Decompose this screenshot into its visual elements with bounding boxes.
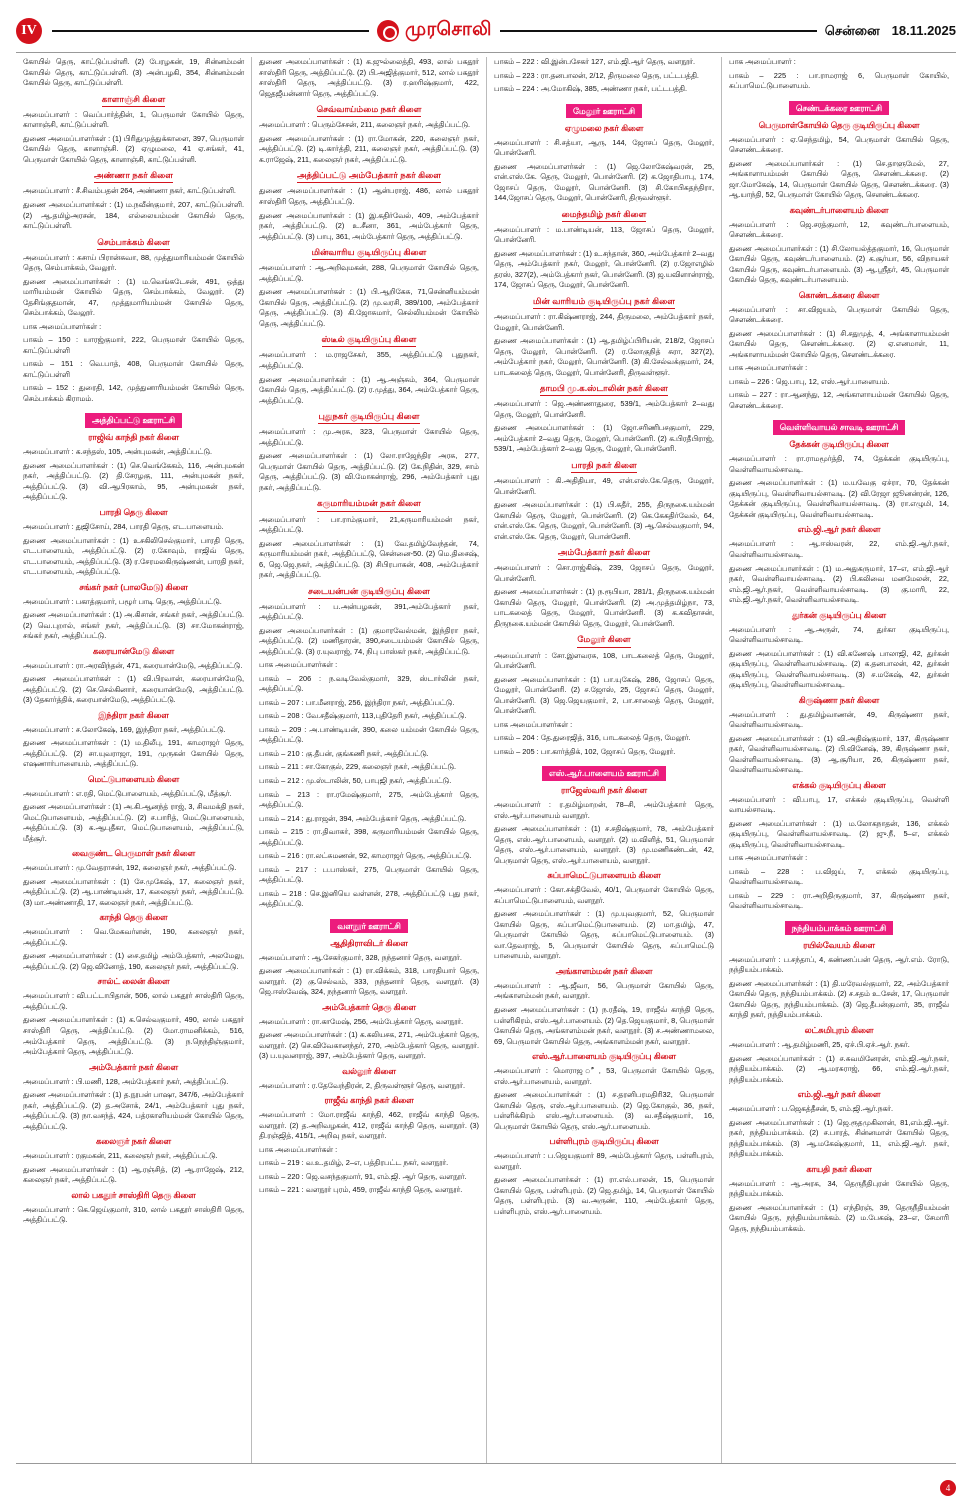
branch-heading [259, 170, 479, 183]
branch-heading [494, 634, 714, 647]
panchayat-heading [729, 417, 949, 435]
body-paragraph: அமைப்பாளர் : வி.பாபு, 17, எக்கல் குடியிருப்பு, வெள்ளி வாயல்சாவடி. [729, 794, 949, 815]
body-paragraph: அமைப்பாளர் : கெ.ஜெய்குமார், 310, லால் பகதூர் சாஸ்திரி தெரு, அத்திப்பட்டு. [23, 1204, 244, 1225]
body-paragraph: துணை அமைப்பாளர்கள் : (1) பி.ஆறிகேசு, 71,சென்னியம்மன் கோயில் தெரு, அத்திப்பட்டு. (2) மு.வரசி, 389/100, அம்பேத்கார் தெரு, அத்திப்பட்டு. (3) கி.ஜோசுமார், செல்லியம்மன் கோயில் தெரு, அத்திப்பட்டு. [259, 287, 479, 328]
body-paragraph: துணை அமைப்பாளர்கள் : (1) மு.யுவகுமார், 52, பெருமாள் கோயில் தெரு, சுப்பாமெட்டுபாளையம். (2) மா.தமிழ், 47, பெருமாள் கோயில் தெரு, சுப்பாமெட்டுபாளையம். (3) வா.தேவராஜ், 5, பெருமாள் கோயில் தெரு, சுப்பாமெட்டு பாளையம், வளநூர். [494, 909, 714, 961]
body-paragraph: அமைப்பாளர் : துஜிசோய், 284, பாரதி தெரு, எட.பாளையம். [23, 521, 224, 531]
panchayat-heading [494, 763, 714, 781]
sub-branch-heading: துர்கன் குடியிருப்பு கிளை [791, 609, 887, 620]
panchayat-heading [259, 916, 479, 934]
body-paragraph: அமைப்பாளர் : ரா.கிஷ்ணராஜ், 244, திருமலை, அம்பேத்கார் நகர், மேலூர், பொன்னேரி. [494, 312, 714, 332]
body-paragraph: துணை அமைப்பாளர்கள் : (1) உசகிலிசெல்குமார், பாரதி தெரு, எட.பாளையம், அத்திப்பட்டு. (2) ர.கோவும், ராஜிவ் தெரு, எட.பாளையம், அத்திப்பட்டு. (3) ர.சேரமலகிருஷ்ணன், பாரதி நகர், எட.பாளையம், அத்திப்பட்டு. [23, 535, 244, 577]
body-paragraph: துணை அமைப்பாளர்கள் : (1) ச.தரனிபரமதிரி32, பெருமாள் கோயில் தெரு, எஸ்.ஆர்.பாளையம். (2) ஜெ.கோகுல், 36, நகர், பள்ளிக்கிரம் எஸ்.ஆர்.பாளையம். (3) வ.சதீஷ்குமார், 16, பெருமாள் கோயில் தெரு, எஸ்.ஆர்.பாளையம். [494, 1090, 714, 1131]
body-paragraph: துணை அமைப்பாளர்கள் : (1) சே.முகேஷ், 17, கலைஞர் நகர், அத்திப்பட்டு. (2) ஆ.பாண்டியன், 17, கலைஞர் நகர், அத்திப்பட்டு. (3) மா.அண்ணாதி, 17, கலைஞர் நகர், அத்திப்பட்டு. [23, 876, 244, 907]
branch-heading-text: புதுநகர் குடியிருப்பு கிளை [318, 411, 419, 424]
body-paragraph: துணை அமைப்பாளர்கள் : (1) குமாரவேல்மன், இந்திரா நகர், அத்திப்பட்டு. (2) மணிதாரன், 390,சடையம்மன் கோயில் தெரு, அத்திப்பட்டு. (3) ர.யுவராஜ், 74, நிபு பாஸ்கர் நகர், அத்திப்பட்டு. [259, 625, 479, 656]
branch-heading-text: மின் வாரியம் குடியிருப்பு நகர் கிளை [533, 296, 675, 309]
sub-branch-heading: எக்கல் குடியிருப்பு கிளை [792, 779, 886, 790]
body-paragraph: அமைப்பாளர் : மோ.ராஜீவ் காந்தி, 462, ராஜீவ் காந்தி தெரு, வளநூர். (2) த.அறிவழகன், 412, ராஜீவ் காந்தி தெரு, வளநூர். (3) தி.ரஞ்ஜித், 415/1, அறிவு நகர், வளநூர். [259, 1110, 479, 1141]
branch-heading-text: கருமாரியம்மன் நகர் கிளை [317, 498, 421, 511]
body-paragraph: பாகம் – 225 : பா.ராமராஜ் 6, பெருமாள் கோயில், சுப்பாமெட்டுபாளையம். [729, 70, 949, 91]
body-paragraph: அமைப்பாளர் : ஆ.அருள், 74, துர்கா குடியிருப்பு, வெள்ளிவாயல்சாவடி. [729, 624, 949, 645]
branch-heading [259, 586, 479, 599]
sub-branch-heading: வல்லூர் கிளை [342, 1065, 396, 1076]
sub-branch-heading: எஸ்.ஆர்.பாளையம் குடியிருப்பு கிளை [532, 1051, 676, 1062]
body-paragraph: அமைப்பாளர் : ரகுமகன், 211, கலைஞர் நகர், அத்திப்பட்டு. [23, 1151, 218, 1161]
body-paragraph: அமைப்பாளர் : ப.அன்பழகன், 391,அம்பேத்கார் நகர், அத்திப்பட்டு. [259, 601, 479, 622]
body-paragraph: அமைப்பாளர் : பா.ராம்குமார், 21,கருமாரியம்மன் நகர், அத்திப்பட்டு. [259, 514, 479, 535]
branch-heading-text: சடையன்பன் குடியிருப்பு கிளை [308, 586, 430, 599]
panchayat-heading [23, 410, 244, 428]
sub-branch-heading: எம்.ஜி.ஆர் நகர் கிளை [797, 524, 881, 535]
body-paragraph: பாகம் – 218 : செ.இனியெ வள்ளன், 278, அத்திப்பட்டு புது நகர், அத்திப்பட்டு. [259, 888, 479, 909]
body-paragraph: துணை அமைப்பாளர்கள் : (1) ஆன்பராஜ், 486, லால் பகதூர் சாஸ்திரி தெரு, அத்திப்பட்டு. [259, 186, 479, 206]
sub-branch-heading: எம்.ஜி.ஆர் நகர் கிளை [797, 1089, 881, 1100]
panchayat-heading-text: வெள்ளிவாயல் சாவடி ஊராட்சி [773, 420, 906, 435]
body-paragraph: துணை அமைப்பாளர்கள் : (1) பா.யுகேஷ், 286, ஜோசப் தெரு, மேலூர், பொன்னேரி. (2) ச.ஜோஸ், 25, ஜோசப் தெரு, மேலூர், பொன்னேரி. (3) ஜெ.ஜெயகுமார், 2, பா.சாலைத் தெரு, மேலூர், பொன்னேரி. [494, 674, 714, 716]
branch-heading-text: ஸ்டீல் குடியிருப்பு கிளை [322, 334, 417, 347]
body-paragraph: துணை அமைப்பாளர்கள் : (1) ரா.எல்.பாலன், 15, பெருமாள் கோயில் தெரு, பள்ளிபுரம். (2) ஜெ.தமிழ், 14, பெருமாள் கோயில் தெரு, பள்ளிபுரம். (3) வ.அருண், 110, அம்பேத்கார் தெரு, பள்ளிபுரம், எஸ்.ஆர்.பாளையம். [494, 1175, 714, 1216]
body-paragraph: கோயில் தெரு, காட்டுப்பள்ளி. (2) பேரழகன், 19, சின்னம்மன் கோயில் தெரு, காட்டுப்பள்ளி. (3) அன்பழகி, 354, சின்னம்மன் கோயில் தெரு, காட்டுப்பள்ளி. [23, 57, 244, 88]
panchayat-heading-text: மேலூர் ஊராட்சி [566, 104, 642, 119]
body-paragraph: அமைப்பாளர் : து.தமிழ்வாணன், 49, கிருஷ்ணா நகர், வெள்ளிவாயல்சாவடி. [729, 709, 949, 730]
panchayat-heading [494, 101, 714, 119]
branch-heading [494, 383, 714, 396]
body-paragraph: அமைப்பாளர் : ஆ.ஜீவா, 56, பெருமாள் கோயில் தெரு, அங்காளம்மன் நகர், வளநூர். [494, 980, 714, 1001]
body-paragraph: பாகம் – 213 : ரா.ரமேஷ்குமார், 275, அம்பேத்கார் தெரு, அத்திப்பட்டு. [259, 789, 479, 810]
body-paragraph: அமைப்பாளர் : ஆ.ஈஸ்வரன், 22, எம்.ஜி.ஆர்.நகர், வெள்ளிவாயல்சாவடி. [729, 539, 949, 559]
body-paragraph: அமைப்பாளர் : ஆ.சேகர்குமார், 328, நந்தனார் தெரு, வளநூர். [259, 952, 462, 962]
body-paragraph: துணை அமைப்பாளர்கள் : (1) பிரிதுமுத்துக்காளை, 397, பெருமாள் கோயில் தெரு, காளாஞ்சி. (2) ஏழுமலை, 41 ஏ.சங்கர், 41, பெருமாள் கோயில் தெரு, காளாஞ்சி, காட்டுப்பள்ளி. [23, 133, 244, 164]
body-paragraph: பாக அமைப்பாளர்கள் : [259, 1144, 338, 1154]
body-paragraph: பாக அமைப்பாளர்கள் : [23, 321, 102, 331]
branch-heading-text: காளாஞ்சி கிளை [102, 94, 166, 107]
sub-branch-heading: ஏழுமலை நகர் கிளை [564, 122, 644, 133]
body-paragraph: அமைப்பாளர் : சொ.ராஜ்கிஷ், 239, ஜோசப் தெரு, மேலூர், பொன்னேரி. [494, 563, 714, 583]
sun-logo-icon [377, 20, 399, 42]
sub-branch-heading: ராஜிவ் காந்தி நகர் கிளை [88, 432, 179, 443]
branch-heading [259, 247, 479, 260]
column-2 [251, 57, 486, 1463]
body-paragraph: பாகம் – 212 : மு.ஸ்டாலின், 50, பாபுஜி நகர், அத்திப்பட்டு. [259, 775, 452, 785]
body-paragraph: அமைப்பாளர் : ம.பாண்டியன், 113, ஜோசப் தெரு, மேலூர், பொன்னேரி. [494, 224, 714, 245]
edition-date: 18.11.2025 [891, 22, 956, 38]
body-paragraph: பாகம் – 211 : சா.கோகுல், 229, கலைஞர் நகர், அத்திப்பட்டு. [259, 762, 457, 772]
body-paragraph: அமைப்பாளர் : கி.அதிதியா, 49, என்.எஸ்.கே.தெரு, மேலூர், பொன்னேரி. [494, 476, 714, 496]
body-paragraph: பாகம் – 223 : ரா.தனபாலன், 2/12, திருமலை தெரு, பட்டபத்தி. [494, 70, 699, 80]
body-paragraph: துணை அமைப்பாளர்கள் : (1) செ.வெங்கேகம், 116, அன்புமகன் நகர், அத்திப்பட்டு. (2) தி.சேரழகு, 111, அன்புமகன் நகர், அத்திப்பட்டு. (3) வி.ஆபிரகாம், 95, அன்புமகன் நகர், அத்திப்பட்டு. [23, 460, 244, 502]
sub-branch-heading: பள்ளிபுரம் குடியிருப்பு கிளை [549, 1136, 659, 1147]
sub-branch-heading: மெட்டுபாளையம் கிளை [87, 773, 180, 784]
body-paragraph: துணை அமைப்பாளர்கள் : (1) ஆ.அஞ்சும், 364, பெருமாள் கோயில் தெரு, அத்திப்பட்டு. (2) ர.முத்து, 364, அம்பேத்கார் தெரு, அத்திப்பட்டு. [259, 374, 479, 405]
body-paragraph: துணை அமைப்பாளர்கள் : (1) இ.கதிர்வேல், 409, அம்பேத்கார் நகர், அத்திப்பட்டு. (2) உ.சீனா, 361, அம்பேத்கார் தெரு, அத்திப்பட்டு. (3) பாபு, 361, அம்பேத்கார் தெரு, அத்திப்பட்டு. [259, 210, 479, 241]
body-paragraph: பாக அமைப்பாளர்கள் : [729, 853, 808, 863]
masthead-rule-left [52, 30, 369, 32]
sub-branch-heading: லால் பகதூர் சாஸ்திரி தெரு கிளை [71, 1189, 196, 1200]
sub-branch-heading: பெருமாள்கோயில் தெரு குடியிருப்பு கிளை [758, 119, 920, 130]
publication-logo [377, 19, 492, 43]
body-paragraph: துணை அமைப்பாளர்கள் : (1) எந்திரஞ், 39, தெருநீதியம்மன் கோயில் தெரு, நந்தியம்பாக்கம். (2) ம.பேகஷ், 23–எ, சேமாரி தெரு, நந்தியம்பாக்கம். [729, 1202, 949, 1233]
branch-heading [494, 296, 714, 309]
panchayat-heading-text: நந்தியம்பாக்கம் ஊராட்சி [785, 921, 893, 936]
branch-heading [494, 209, 714, 222]
panchayat-heading-text: எஸ்.ஆர்.பாளையம் ஊராட்சி [542, 766, 666, 781]
body-paragraph: அமைப்பாளர் : ர.தேவேந்திரன், 2, திருவள்ளூர் தெரு, வளநூர். [259, 1080, 466, 1090]
panchayat-heading-text: வளநூர் ஊராட்சி [330, 919, 408, 934]
sub-branch-heading: அம்பேத்கார் நகர் கிளை [88, 1061, 179, 1072]
sub-branch-heading: இந்திரா நகர் கிளை [98, 709, 169, 720]
sub-branch-heading: கரையான்மேடு கிளை [92, 645, 175, 656]
body-paragraph: துணை அமைப்பாளர்கள் : (1) ம.அதுகருமார், 17–எ, எம்.ஜி.ஆர் நகர், வெள்ளிவாயல்சாவடி. (2) பி.கலிவை மனமேலன், 22, எம்.ஜி.ஆர்.நகர், வெள்ளிவாயல்சாவடி. (3) கு.மாரி, 22, எம்.ஜி.ஆர்.நகர், வெள்ளிவாயல்சாவடி. [729, 563, 949, 605]
body-paragraph: துணை அமைப்பாளர்கள் : (1) அ.கிசான், சங்கர் நகர், அத்திப்பட்டு. (2) வெ.புறால், சங்கர் நகர், அத்திப்பட்டு. (3) சா.மோகன்ராஜ், சங்கர் நகர், அத்திப்பட்டு. [23, 610, 244, 641]
body-paragraph: துணை அமைப்பாளர்கள் : (1) ச.சதிஷ்குமார், 78, அம்பேத்கார் தெரு, எஸ்.ஆர்.பாளையம், வளநூர். (2) ம.விளித், 51, பெருமாள் தெரு, எஸ்.ஆர்.பாளையம், வளநூர். (3) மு.மணிகண்டன், 42, பெருமாள் தெரு, எஸ்.ஆர்.பாளையம், வளநூர். [494, 824, 714, 865]
branch-heading-text: அண்ணா நகர் கிளை [94, 170, 173, 183]
body-paragraph: அமைப்பாளர் : பகாத்குமார், பழூர் பாடி தெரு, அத்திப்பட்டு. [23, 596, 222, 606]
branch-heading [23, 237, 244, 250]
body-paragraph: துணை அமைப்பாளர்கள் : (1) வி.கணேஷ் பாலாஜி, 42, துர்கன் குடியிருப்பு, வெள்ளிவாயல்சாவடி. (2) க.தனபாலன், 42, துர்கன் குடியிருப்பு, வெள்ளிவாயல்சாவடி. (3) ச.மகேஷ், 42, துர்கன் குடியிருப்பு, வெள்ளிவாயல்சாவடி. [729, 648, 949, 690]
sub-branch-heading: ரயில்வேயம் கிளை [803, 939, 875, 950]
branch-heading [259, 104, 479, 117]
body-paragraph: பாகம் – 209 : அ.பாண்டியன், 390, கலை யம்மன் கோயில் தெரு, அத்திப்பட்டு. [259, 724, 479, 745]
body-paragraph: அமைப்பாளர் : பி.மணி, 128, அம்பேத்கார் நகர், அத்திப்பட்டு. [23, 1076, 229, 1086]
sub-branch-heading: ஆதிதிராவிடர் கிளை [330, 937, 408, 948]
sub-branch-heading: பாரதி தெரு கிளை [99, 506, 168, 517]
sub-branch-heading: சுப்பாமெட்டுபாளையம் கிளை [547, 870, 661, 881]
body-paragraph: துணை அமைப்பாளர்கள் : (1) வி.அதிஷ்குமார், 137, கிருஷ்ணா நகர், வெள்ளிவாயல்சாவடி. (2) பி.வினேஷ், 39, கிருஷ்ணா நகர், வெள்ளிவாயல்சாவடி. (3) ஆ.சூரியா, 26, கிருஷ்ணா நகர், வெள்ளிவாயல்சாவடி. [729, 733, 949, 775]
body-paragraph: பாகம் – 215 : ரா.திவாகர், 398, கருமாரியம்மன் கோயில் தெரு, அத்திப்பட்டு. [259, 827, 479, 847]
branch-heading-text: தாமபி மு.க.ஸ்டாலின் நகர் கிளை [540, 383, 668, 396]
body-paragraph: துணை அமைப்பாளர்கள் : (1) சை.தமிழ் அம்பேத்கார், அலமேலு, அத்திப்பட்டு. (2) ஜெ.வினோத், 190, கலைஞர் நகர், அத்திப்பட்டு. [23, 951, 244, 971]
body-paragraph: அமைப்பாளர் : ரா.அரவிந்தன், 471, கரையான்மேடு, அத்திப்பட்டு. [23, 660, 243, 670]
column-3 [486, 57, 721, 1463]
body-paragraph: பாகம் – 214 : து.ராஜன், 394, அம்பேத்கார் தெரு, அத்திப்பட்டு. [259, 813, 467, 823]
body-paragraph: துணை அமைப்பாளர்கள் : (1) ஆ.தமிழ்ப்பிரியன், 218/2, ஜோசப் தெரு, மேலூர், பொன்னேரி. (2) ர.லோகுநித் சுரா, 327(2), அம்பேத்கார் நகர், மேலூர், பொன்னேரி. (3) கி.சேல்வக்குமார், 24, பாடகலைத் தெரு, மேலூர், பொன்னேரி, திருவள்ளூர். [494, 336, 714, 377]
body-paragraph: துணை அமைப்பாளர்கள் : (1) ம.நவீன்குமார், 207, காட்டுப்பள்ளி. (2) ஆ.தமிழ்அரசன், 184, எல்லையம்மன் கோயில் தெரு, காட்டுப்பள்ளி. [23, 199, 244, 231]
column-4 [721, 57, 956, 1463]
panchayat-heading-text: செண்டக்கரை ஊராட்சி [789, 101, 889, 116]
sub-branch-heading: வைகுண்ட பெருமாள் நகர் கிளை [71, 848, 196, 859]
body-paragraph: அமைப்பாளர் : ப.ஜெகத்தீசன், 5, எம்.ஜி.ஆர்.நகர். [729, 1104, 894, 1114]
body-paragraph: பாக அமைப்பாளர்கள் : [729, 363, 808, 373]
body-paragraph: அமைப்பாளர் : ம.ராஜசேகர், 355, அத்திப்பட்டு புதுநகர், அத்திப்பட்டு. [259, 350, 479, 370]
body-paragraph: பாகம் – 216 : ரா.லட்சுமணன், 92, காமராஜர் தெரு, அத்திப்பட்டு. [259, 851, 472, 861]
body-paragraph: பாகம் – 205 : பா.கார்த்திக், 102, ஜோசப் தெரு, மேலூர். [494, 746, 676, 756]
body-paragraph: பாக அமைப்பாளர்கள் : [259, 660, 338, 670]
body-paragraph: துணை அமைப்பாளர்கள் : (1) பி.சுதீர், 255, திருநகை.யம்மன் கோயில் தெரு, மேலூர், பொன்னேரி. (2) கெ.கேகதிர்வேல், 64, என்.எஸ்.கே. தெரு, மேலூர், பொன்னேரி. (3) ஆ.செல்வகுமார், 94, என்.எஸ்.கே. தெரு, மேலூர், பொன்னேரி. [494, 500, 714, 541]
branch-heading [259, 334, 479, 347]
body-paragraph: அமைப்பாளர் : ஆ.அரசு, 34, தெருநீதிபுரன் கோயில் தெரு, நந்தியம்பாக்கம். [729, 1178, 949, 1199]
body-paragraph: துணை அமைப்பாளர்கள் : (1) வே.தமிழ்வேந்தன், 74, கருமாரியம்மன் நகர், அத்திப்பட்டு, சென்னை-50. (2) மெ.திசைஷ், 6, ஜெ.ஜெ.நகர், அத்திப்பட்டு. (3) சிபிரபாகன், 408, அம்பேத்கார் நகர், அத்திப்பட்டு. [259, 538, 479, 580]
body-paragraph: பாகம் – 206 : ந.வடிவேல்குமார், 329, ஸ்டார்லின் நகர், அத்திப்பட்டு. [259, 673, 479, 694]
body-paragraph: துணை அமைப்பாளர்கள் : (1) த.நூபன் பாஷா, 347/6, அம்பேத்கார் நகர், அத்திப்பட்டு. (2) த.அசோக், 24/1, அம்பேத்கார் புது நகர், அத்திப்பட்டு. (3) நா.வசந்த், 424, பத்ரகாளியம்மன் கோயில் தெரு, அத்திப்பட்டு. [23, 1090, 244, 1131]
branch-heading [23, 94, 244, 107]
column-grid [16, 52, 956, 1464]
sub-branch-heading: அம்பேத்கார் தெரு கிளை [322, 1001, 416, 1012]
body-paragraph: பாகம் – 204 : தே.துரைஜித், 316, பாடகலைத் தெரு, மேலூர். [494, 733, 691, 743]
body-paragraph: அமைப்பாளர் : சா.விஜயம், பெருமாள் கோயில் தெரு, சௌண்டக்கரை. [729, 304, 949, 325]
body-paragraph: பாகம் – 226 : ஜெ.பாபு, 12, எஸ்.ஆர்.பாளையம். [729, 376, 890, 386]
body-paragraph: பாகம் – 224 : அ.மோகிஷ், 385, அண்ணா நகர், பட்டபத்தி. [494, 84, 687, 94]
body-paragraph: அமைப்பாளர் : ரா.காமேஷ், 256, அம்பேத்கார் தெரு, வளநூர். [259, 1016, 464, 1026]
body-paragraph: பாகம் – 229 : ரா.அறிதிருகுமார், 37, கிருஷ்ணா நகர், வெள்ளிவாயல்சாவடி. [729, 890, 949, 911]
body-paragraph: பாகம் – 152 : துரைதி, 142, முத்துனாரியம்மன் கோயில் தெரு, செம்பாக்கம் கிராமம். [23, 383, 244, 403]
body-paragraph: பாகம் – 228 : ப.விஜய், 7, எக்கல் குடியிருப்பு, வெள்ளிவாயல்சாவடி. [729, 866, 949, 887]
body-paragraph: பாகம் – 150 : யாரஜ்குமார், 222, பெருமாள் கோயில் தெரு, காட்டுப்பள்ளி [23, 335, 244, 355]
page-number-badge: 4 [940, 1480, 956, 1496]
body-paragraph: அமைப்பாளர் : ச.லோகேஷ், 169, இந்திரா நகர், அத்திப்பட்டு. [23, 724, 226, 734]
sub-branch-heading: அங்காளம்மன் நகர் கிளை [555, 965, 653, 976]
panchayat-heading [729, 98, 949, 116]
body-paragraph: அமைப்பாளர் : கோ.சக்திவேல், 40/1, பெருமாள் கோயில் தெரு, சுப்பாமெட்டுபாளையம், வளநூர். [494, 885, 714, 905]
body-paragraph: பாகம் – 207 : பா.மீனராஜ், 256, இந்திரா நகர், அத்திப்பட்டு. [259, 697, 455, 707]
body-paragraph: பாகம் – 220 : ஜெ.வசந்தகுமார், 91, எம்.ஜி. ஆர் தெரு, வளநூர். [259, 1171, 467, 1181]
body-paragraph: துணை அமைப்பாளர்கள் : (1) உ.சந்தான், 360, அம்பேத்கார் 2–வது தெரு, அம்பேத்கார் நகர், மேலூர், பொன்னேரி. (2) ர.ஜோஎழில் தரஸ், 327(2), அம்பேத்கார் நகர், பொன்னேரி. (3) ஜ.யவிளான்ராஜ், 174, ஜோசப் தெரு, மேலூர், பொன்னேரி. [494, 248, 714, 290]
sub-branch-heading: ராஜேஸ்வரி நகர் கிளை [561, 785, 647, 796]
body-paragraph: துணை அமைப்பாளர்கள் : (1) ம.திலீபு, 191, காமராஜர் தெரு, அத்திப்பட்டு. (2) சா.யுவராஜா, 191, முருகன் கோயில் தெரு, எஷணார்பாளையம், அத்திப்பட்டு. [23, 738, 244, 769]
branch-heading [494, 460, 714, 473]
body-paragraph: அமைப்பாளர் : பெரும்சேசன், 211, கலைஞர் நகர், அத்திப்பட்டு. [259, 120, 471, 130]
body-paragraph: அமைப்பாளர் : மொராஜ ீ், 53, பெருமாள் கோயில் தெரு, எஸ்.ஆர்.பாளையம், வளநூர். [494, 1066, 714, 1086]
body-paragraph: துணை அமைப்பாளர்கள் : (1) ந.ரூபியா, 281/1, திருநகை.யம்மன் கோயில் தெரு, மேலூர், பொன்னேரி. (2) அ.முத்தமிழ்நா, 73, பாடகலைத் தெரு, மேலூர், பொன்னேரி. (3) க.கவிதாசன், திருநகை.யம்மன் கோயில் தெரு, மேலூர், பொன்னேரி. [494, 587, 714, 628]
sub-branch-heading: சங்கர் நகர் (பாலமேடு) கிளை [79, 581, 188, 592]
sub-branch-heading: கவுண்டர்பாளையம் கிளை [789, 204, 889, 215]
edition-city: சென்னை [824, 22, 880, 38]
sub-branch-heading: தேக்கன் குடியிருப்பு கிளை [789, 439, 889, 450]
body-paragraph: அமைப்பாளர் : மு.வேதராசன், 192, கலைஞர் நகர், அத்திப்பட்டு. [23, 863, 237, 873]
body-paragraph: பாகம் – 227 : ரா.ஆனந்து, 12, அங்காளாயம்மன் கோயில் தெரு, சௌண்டக்கரை. [729, 390, 949, 410]
body-paragraph: அமைப்பாளர் : சோ.இளவரசு, 108, பாடகலைத் தெரு, மேலூர், பொன்னேரி. [494, 650, 714, 671]
body-paragraph: பாகம் – 222 : வி.இன்பசேகர் 127, எம்.ஜி.ஆர் தெரு, வளநூர். [494, 57, 696, 66]
branch-heading [23, 170, 244, 183]
body-paragraph: துணை அமைப்பாளர்கள் : (1) க.கலியசக, 271, அம்பேத்கார் தெரு, வளநூர். (2) செ.விவேகானந்தர், 270, அம்பேத்கார் தெரு, வளநூர். (3) ப.யுவனராஜ், 397, அம்பேத்கார் தெரு, வளநூர். [259, 1030, 479, 1061]
body-paragraph: அமைப்பாளர் : மு.அரசு, 323, பெருமாள் கோயில் தெரு, அத்திப்பட்டு. [259, 427, 479, 447]
branch-heading-text: செவ்வாய்ம்மை நகர் கிளை [317, 104, 422, 117]
body-paragraph: அமைப்பாளர் : ஆ.அறிவுமகன், 288, பெருமாள் கோயில் தெரு, அத்திப்பட்டு. [259, 263, 479, 283]
body-paragraph: துணை அமைப்பாளர்கள் : (1) ச.சுவமினேரன், எம்.ஜி.ஆர்.நகர், நந்தியம்பாக்கம். (2) ஆ.மரசுராஜ், 66, எம்.ஜி.ஆர்.நகர், நந்தியம்பாக்கம். [729, 1053, 949, 1084]
body-paragraph: அமைப்பாளர் : வெ.மேகவர்ளன், 190, கலைஞர் நகர், அத்திப்பட்டு. [23, 927, 244, 947]
panchayat-heading-text: அத்திப்பட்டு ஊராட்சி [85, 413, 182, 428]
folio-badge: IV [16, 18, 42, 44]
body-paragraph: அமைப்பாளர் : சி.சத்யா, ஆரு, 144, ஜோசப் தெரு, மேலூர், பொன்னேரி. [494, 137, 714, 158]
panchayat-heading [729, 918, 949, 936]
body-paragraph: அமைப்பாளர் : ஏ.செந்தமிழ், 54, பெருமாள் கோயில் தெரு, சௌண்டக்கரை. [729, 134, 949, 155]
body-paragraph: பாகம் – 151 : வெ.பாத், 408, பெருமாள் கோயில் தெரு, காட்டுப்பள்ளி [23, 359, 244, 379]
body-paragraph: துணை அமைப்பாளர்கள் : (1) சி.சதுமுத், 4, அங்காளாயம்மன் கோயில் தெரு, சௌண்டக்கரை. (2) ஏ.எனமாள், 11, அங்காளாயம்மன் கோயில் தெரு, சௌண்டக்கரை. [729, 328, 949, 359]
publication-name: முரசொலி [405, 19, 492, 40]
body-paragraph: பாகம் – 210 : கு.தீபன், குங்கணி நகர், அத்திப்பட்டு. [259, 748, 429, 758]
body-paragraph: துணை அமைப்பாளர்கள் : (1) ஜெ.லோகேஷ்வரன், 25, என்.எஸ்.கே. தெரு, மேலூர், பொன்னேரி. (2) க.ஜோதிபாபு, 174, ஜோசப் தெரு, மேலூர், பொன்னேரி. (3) சி.கோபிகதந்திரா, 144,ஜோசப் தெரு, மேலூர், பொன்னேரி, திருவள்ளூர். [494, 161, 714, 203]
sub-branch-heading: கிருஷ்ணா நகர் கிளை [798, 694, 880, 705]
body-paragraph: பாக அமைப்பாளர்கள் : [494, 719, 573, 729]
body-paragraph: அமைப்பாளர் : க.சந்தஸ், 105, அன்புமகன், அத்திப்பட்டு. [23, 447, 213, 457]
body-paragraph: துணை அமைப்பாளர்கள் : (1) லோ.ராஜேந்திர அரசு, 277, பெருமாள் கோயில் தெரு, அத்திப்பட்டு. (2) கே.நிதின், 329, சாம் தெரு, அத்திப்பட்டு. (3) வி.மோகன்ராஜ், 296, அம்பேத்கார் புது நகர், அத்திப்பட்டு. [259, 451, 479, 492]
body-paragraph: துணை அமைப்பாளர்கள் : (1) வி.பிரவான், கரையான்மேடு, அத்திப்பட்டு. (2) செ.செல்கினார், கரையான்மேடு, அத்திப்பட்டு. (3) தேகார்த்திக், கரையான்மேடு, அத்திப்பட்டு. [23, 674, 244, 705]
branch-heading [494, 547, 714, 560]
sub-branch-heading: காந்தி தெரு கிளை [99, 912, 168, 923]
body-paragraph: துணை அமைப்பாளர்கள் : (1) சி.லோயல்த்தகுமார், 16, பெருமாள் கோயில் தெரு, கவுண்டர்பாளையம். (2) க.சூர்யா, 56, விநாயகர் கோயில் தெரு, கவுண்டர்பாளையம். (3) ஆ.ஸ்ரீதர், 45, பெருமாள் கோயில் தெரு, கவுண்டர்பாளையம். [729, 243, 949, 285]
body-paragraph: துணை அமைப்பாளர்கள் : (1) ஜெ.ரூதமுகிலான், 81,எம்.ஜி.ஆர். நகர், நந்தியம்பாக்கம். (2) ச.பாரத், சின்னமாள் கோயில் தெரு, நந்தியம்பாக்கம். (3) ஆ.மகேஷ்குமார், 11, எம்.ஜி.ஆர். நகர், நந்தியம்பாக்கம். [729, 1117, 949, 1159]
body-paragraph: அமைப்பாளர் : ஜெ.அண்ணாதுரை, 539/1, அம்பேத்கார் 2–வது தெரு, மேலூர், பொன்னேரி. [494, 399, 714, 419]
sub-branch-heading: கலைஞர் நகர் கிளை [95, 1136, 171, 1147]
body-paragraph: துணை அமைப்பாளர்கள் : (1) ம.லோகநாதன், 136, எக்கல் குடியிருப்பு, வெள்ளிவாயல்சாவடி. (2) ஜு.நீ, 5–எ, எக்கல் குடியிருப்பு, வெள்ளிவாயல்சாவடி. [729, 818, 949, 849]
body-paragraph: அமைப்பாளர் : ஆ.தமிழ்மணி, 25, ஏச்.பி.ஏச்.ஆர். நகர். [729, 1040, 910, 1049]
body-paragraph: துணை அமைப்பாளர்கள் : (1) செ.தாளுமேல், 27, அங்காளாயம்மன் கோயில் தெரு, சௌண்டக்கரை. (2) ஜா.மோகேஷ், 14, பெருமாள் கோயில் தெரு, சௌண்டக்கரை. (3) ஆ.யாந்தி, 52, பெருமாள் கோயில் தெரு, சௌண்டக்கரை. [729, 158, 949, 200]
body-paragraph: அமைப்பாளர் : சுசாய் பிரான்சுவா, 88, முத்துமாரியம்மன் கோயில் தெரு, செம்பாக்கம், வேலூர். [23, 252, 244, 273]
sub-branch-heading: சால்ட் லைன் கிளை [97, 976, 170, 987]
body-paragraph: அமைப்பாளர் : எ.ரதி, மெட்டுபாளையம், அத்திப்பட்டு, மீத்சூர். [23, 788, 232, 798]
masthead [16, 14, 956, 48]
sub-branch-heading: காயதி நகர் கிளை [806, 1163, 872, 1174]
branch-heading-text: மைந்தமிழ் நகர் கிளை [562, 209, 647, 222]
body-paragraph: பாகம் – 217 : ப.பாஸ்கர், 275, பெருமாள் கோயில் தெரு, அத்திப்பட்டு. [259, 864, 479, 885]
branch-heading-text: அம்பேத்கார் நகர் கிளை [558, 547, 650, 560]
body-paragraph: அமைப்பாளர் : ரா.ராமமூர்த்தி, 74, தேக்கன் குடியிருப்பு, வெள்ளிவாயல்சாவடி. [729, 454, 949, 474]
body-paragraph: துணை அமைப்பாளர்கள் : (1) ந.ரதீஷ், 19, ராஜீவ் காந்தி தெரு, பள்ளிகிரம், எஸ்.ஆர்.பாளையம். (2) தெ.ஜெயகுமார், 8, பெருமாள் கோயில் தெரு, அங்காளம்மன் நகர், வளநூர். (3) ச.அண்ணாமலை, 69, பெருமாள் கோயில் தெரு, அங்காளம்மன் நகர், வளநூர். [494, 1005, 714, 1046]
body-paragraph: அமைப்பாளர் : ப.சந்தாப், 4, கண்ணப்பன் தெரு, ஆர்.எம். ரோடு, நந்தியம்பாக்கம். [729, 954, 949, 975]
body-paragraph: பாகம் – 208 : வே.சதீஷ்குமார், 113,புதிதேரி நகர், அத்திப்பட்டு. [259, 711, 467, 721]
body-paragraph: பாகம் – 221 : வளநூர் புரம், 459, ராஜீவ் காந்தி தெரு, வளநூர். [259, 1185, 463, 1195]
sub-branch-heading: கொண்டக்கரை கிளை [798, 289, 880, 300]
branch-heading [259, 411, 479, 424]
body-paragraph: பாக அமைப்பாளர் : [729, 57, 796, 66]
branch-heading-text: மேலூர் கிளை [577, 634, 630, 647]
body-paragraph: பாகம் – 219 : வ.உ.தமிழ், 2–எ, பத்திரபட்ட நகர், வளநூர். [259, 1158, 449, 1168]
body-paragraph: அமைப்பாளர் : ர.தமிழ்மாறன், 78–சி, அம்பேத்கார் தெரு, எஸ்.ஆர்.பாளையம் வளநூர். [494, 800, 714, 820]
body-paragraph: அமைப்பாளர் : வெப்பார்த்தின், 1, பெருமாள் கோயில் தெரு, காளாஞ்சி, காட்டுப்பள்ளி. [23, 109, 244, 130]
body-paragraph: துணை அமைப்பாளர்கள் : (1) தி.மரேவல்குமார், 22, அம்பேத்கார் கோயில் தெரு, நந்தியம்பாக்கம். (2) ச.சதம் உ.சேன், 17, பெருமாள் கோயில் தெரு, நந்தியம்பாக்கம். (3) ஜெ.தீபன்குமார், 35, ராஜீவ் காந்தி நகர், நந்தியம்பாக்கம். [729, 978, 949, 1020]
dateline [825, 23, 956, 40]
sub-branch-heading: லட்சுமிபுரம் கிளை [804, 1025, 874, 1035]
body-paragraph: துணை அமைப்பாளர்கள் : (1) ரா.விக்கம், 318, பாரதியார் தெரு, வளநூர். (2) கு.செல்வம், 333, நந்தனார் தெரு, வளநூர். (3) ஜெ.ஈஸ்வேஷ், 324, நந்தனார் தெரு, வளநூர். [259, 966, 479, 997]
body-paragraph: அமைப்பாளர் : வி.பட்டாபிதான், 506, லால் பகதூர் சாஸ்திரி தெரு, அத்திப்பட்டு. [23, 991, 244, 1011]
body-paragraph: அமைப்பாளர் : ஜெ.சரத்குமார், 12, கவுண்டர்பாளையம், சௌண்டக்கரை. [729, 219, 949, 240]
body-paragraph: துணை அமைப்பாளர்கள் : (1) ரா.மோகன், 220, கலைஞர் நகர், அத்திப்பட்டு. (2) டி.கார்த்தி, 211, கலைஞர் நகர், அத்திப்பட்டு. (3) க.ராஜேஷ், 211, கலைஞர் நகர், அத்திப்பட்டு. [259, 133, 479, 164]
body-paragraph: துணை அமைப்பாளர்கள் : (1) ம.யவேகு ஏச்ரா, 70, தேக்கன் குடியிருப்பு, வெள்ளிவாயல்சாவடி. (2) வி.ரேஜா ஜூனன்ரன், 126, தேக்கன் குடியிருப்பு, வெள்ளிவாயல்சாவடி. (3) ரா.எழுமி, 14, தேக்கன் குடியிருப்பு, வெள்ளிவாயல்சாவடி. [729, 478, 949, 519]
sub-branch-heading: ராஜீவ் காந்தி நகர் கிளை [324, 1095, 414, 1106]
body-paragraph: துணை அமைப்பாளர்கள் : (1) ம.வெங்கடேசன், 491, ஒத்து மாரியம்மன் கோயில் தெரு, செம்பாக்கம், வேலூர். (2) தேசிங்குதமான், 47, முத்துமாரியம்மன் கோயில் தெரு, செம்பாக்கம், வேலூர். [23, 276, 244, 318]
body-paragraph: துணை அமைப்பாளர்கள் : (1) ஆ.ரஞ்சித், (2) ஆ.ராஜேஷ், 212, கலைஞர் நகர், அத்திப்பட்டு. [23, 1164, 244, 1185]
body-paragraph: துணை அமைப்பாளர்கள் : (1) க.செல்வகுமார், 490, லால் பகதூர் சாஸ்திரி தெரு, அத்திப்பட்டு. (2) மோ.ராமனிக்கம், 516, அம்பேத்கார் தெரு, அத்திப்பட்டு. (3) ந.நெந்திஞ்குமார், அம்பேத்கார் தெரு, அத்திப்பட்டு. [23, 1015, 244, 1057]
body-paragraph: துணை அமைப்பாளர்கள் : (1) அ.கி.ஆனந்த் ராஜ், 3, சிவமக்தி நகர், மெட்டுபாளையம், அத்திப்பட்டு. (2) ச.பாரித், மெட்டுபாளையம், அத்திப்பட்டு. (3) க.ஆபுதீகா, மெட்டுபாளையம், அத்திப்பட்டு, மீத்சூர். [23, 802, 244, 843]
body-paragraph: துணை அமைப்பாளர்கள் : (1) க.ஜுல்லைத்தி, 493, லால் பகதூர் சாஸ்திரி தெரு, அத்திப்பட்டு. (2) பி.அஜித்குமார், 512, லால் பகதூர் சாஸ்திரி தெரு, அத்திப்பட்டு. (3) ர.ஹரிஷ்குமார், 422, ஜெதஜீயன்னார் தெரு, அத்திப்பட்டு. [259, 57, 479, 98]
branch-heading-text: அத்திப்பட்டு அம்பேத்கார் நகர் கிளை [297, 170, 441, 183]
masthead-rule-right [500, 30, 817, 32]
branch-heading [259, 498, 479, 511]
column-1 [16, 57, 251, 1463]
body-paragraph: அமைப்பாளர் : ப.ஜெயகுமார் 89, அம்பேத்கார் தெரு, பள்ளிபுரம், வளநூர். [494, 1151, 714, 1171]
body-paragraph: அமைப்பாளர் : சீ.சிவம்பதன் 264, அண்ணா நகர், காட்டுப்பள்ளி. [23, 186, 236, 196]
body-paragraph: துணை அமைப்பாளர்கள் : (1) ஜோ.சரிணிபசகுமார், 229, அம்பேத்கார் 2–வது தெரு, மேலூர், பொன்னேரி. (2) க.பிரதீபிராஜ், 539/1, அம்பேத்கார் 2–வது தெரு, மேலூர், பொன்னேரி. [494, 423, 714, 454]
branch-heading-text: பாரதி நகர் கிளை [571, 460, 637, 473]
branch-heading-text: மின்வாரிய குடியிருப்பு கிளை [312, 247, 427, 260]
branch-heading-text: செம்பாக்கம் கிளை [97, 237, 169, 250]
